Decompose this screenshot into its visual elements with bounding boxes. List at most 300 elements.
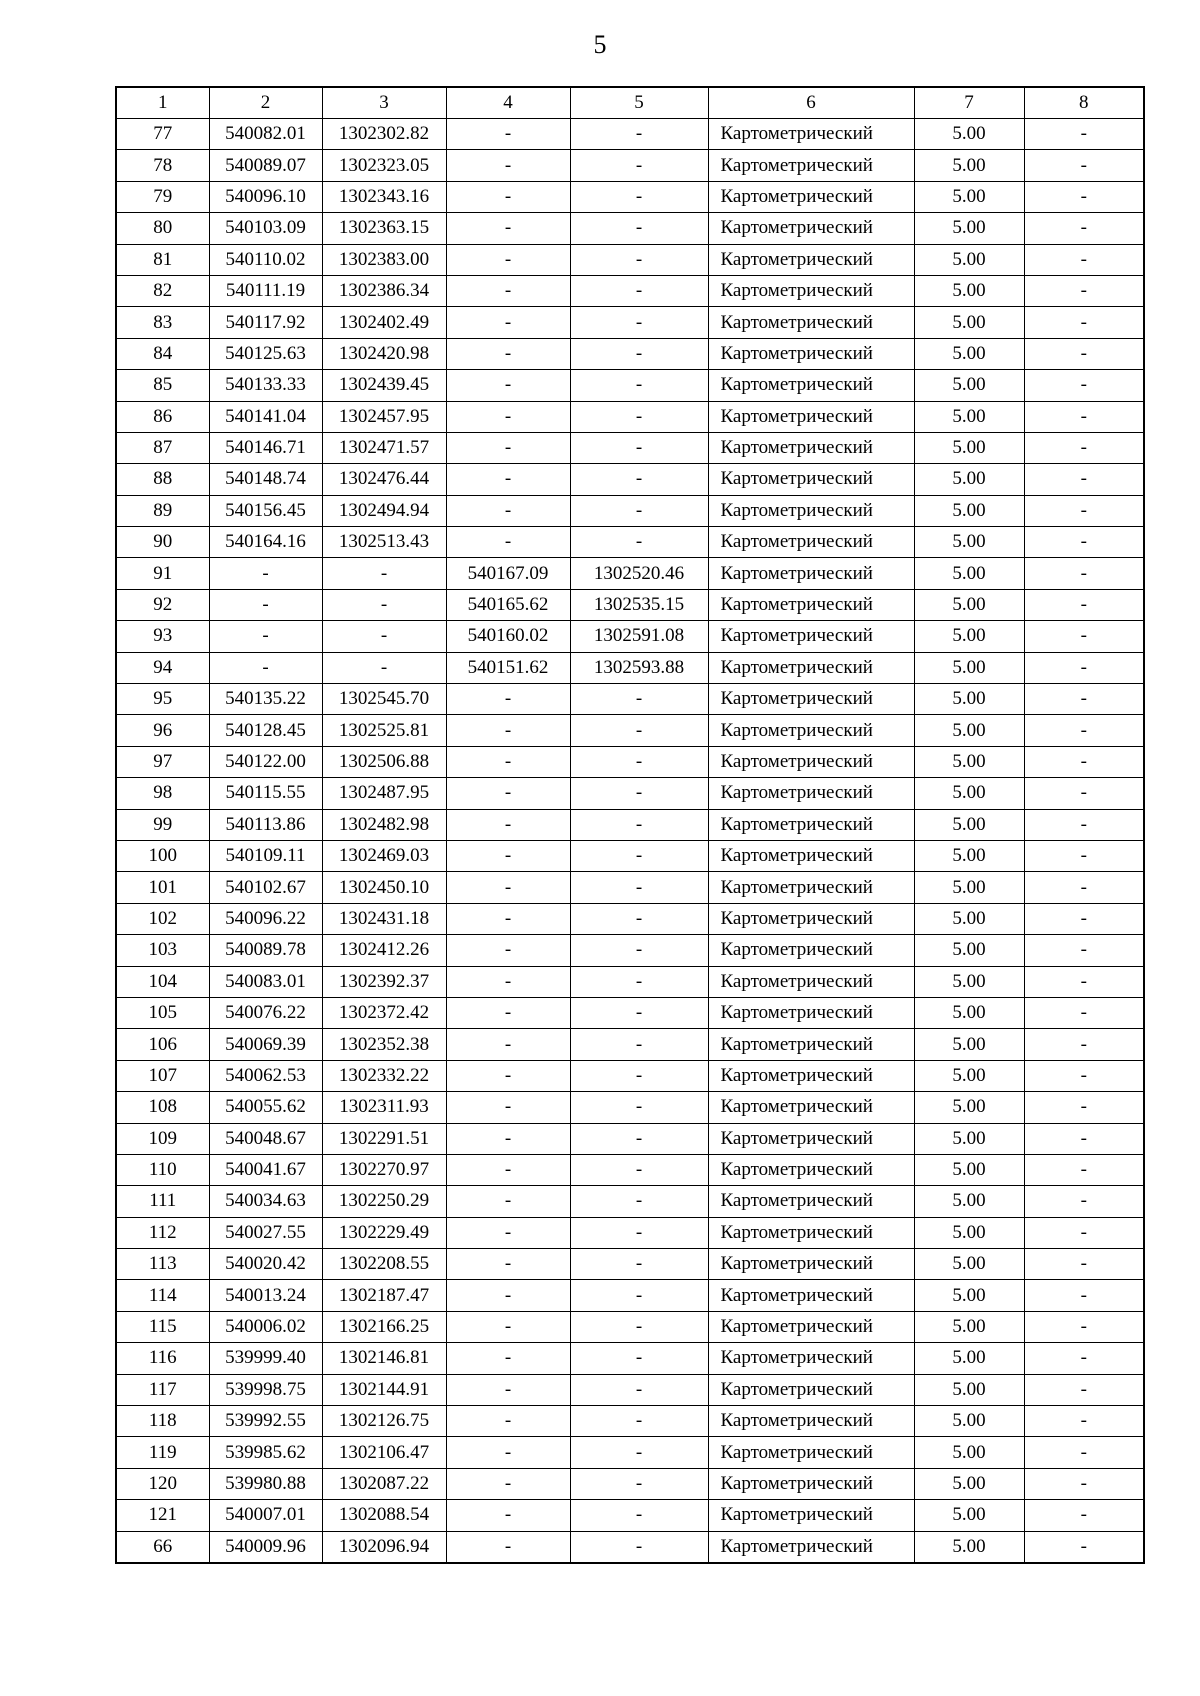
x2-coord-cell: - xyxy=(446,1531,570,1563)
table-row xyxy=(116,1437,1144,1468)
table-row xyxy=(116,746,1144,777)
y2-coord-cell: - xyxy=(570,307,708,338)
accuracy-cell: 5.00 xyxy=(914,1123,1024,1154)
y2-coord-cell: - xyxy=(570,495,708,526)
accuracy-cell: 5.00 xyxy=(914,1531,1024,1563)
note-cell: - xyxy=(1024,1374,1144,1405)
accuracy-cell: 5.00 xyxy=(914,1092,1024,1123)
y2-coord-cell: - xyxy=(570,119,708,150)
note-cell: - xyxy=(1024,872,1144,903)
y-coord-cell: 1302412.26 xyxy=(322,935,446,966)
y-coord-cell: 1302402.49 xyxy=(322,307,446,338)
x2-coord-cell: - xyxy=(446,1468,570,1499)
method-cell: Картометрический xyxy=(708,1249,914,1280)
accuracy-cell: 5.00 xyxy=(914,1437,1024,1468)
y-coord-cell: 1302457.95 xyxy=(322,401,446,432)
x2-coord-cell: 540151.62 xyxy=(446,652,570,683)
accuracy-cell: 5.00 xyxy=(914,307,1024,338)
y2-coord-cell: - xyxy=(570,715,708,746)
x2-coord-cell: - xyxy=(446,1060,570,1091)
method-cell: Картометрический xyxy=(708,935,914,966)
note-cell: - xyxy=(1024,652,1144,683)
table-row xyxy=(116,966,1144,997)
x-coord-cell: 540027.55 xyxy=(209,1217,322,1248)
y-coord-cell: 1302166.25 xyxy=(322,1311,446,1342)
accuracy-cell: 5.00 xyxy=(914,903,1024,934)
y-coord-cell: 1302392.37 xyxy=(322,966,446,997)
table-row xyxy=(116,1343,1144,1374)
x2-coord-cell: - xyxy=(446,338,570,369)
note-cell: - xyxy=(1024,527,1144,558)
accuracy-cell: 5.00 xyxy=(914,652,1024,683)
note-cell: - xyxy=(1024,935,1144,966)
x2-coord-cell: - xyxy=(446,275,570,306)
x-coord-cell: 540069.39 xyxy=(209,1029,322,1060)
point-number-cell: 116 xyxy=(116,1343,209,1374)
point-number-cell: 104 xyxy=(116,966,209,997)
method-cell: Картометрический xyxy=(708,1123,914,1154)
y-coord-cell: 1302450.10 xyxy=(322,872,446,903)
x2-coord-cell: - xyxy=(446,1186,570,1217)
point-number-cell: 83 xyxy=(116,307,209,338)
y-coord-cell: 1302106.47 xyxy=(322,1437,446,1468)
point-number-cell: 106 xyxy=(116,1029,209,1060)
y-coord-cell: - xyxy=(322,558,446,589)
y2-coord-cell: - xyxy=(570,181,708,212)
table-row xyxy=(116,809,1144,840)
table-row xyxy=(116,307,1144,338)
method-cell: Картометрический xyxy=(708,1468,914,1499)
point-number-cell: 82 xyxy=(116,275,209,306)
y-coord-cell: 1302270.97 xyxy=(322,1154,446,1185)
note-cell: - xyxy=(1024,1123,1144,1154)
point-number-cell: 114 xyxy=(116,1280,209,1311)
accuracy-cell: 5.00 xyxy=(914,370,1024,401)
accuracy-cell: 5.00 xyxy=(914,338,1024,369)
y-coord-cell: 1302323.05 xyxy=(322,150,446,181)
y2-coord-cell: - xyxy=(570,1217,708,1248)
y2-coord-cell: - xyxy=(570,872,708,903)
x2-coord-cell: - xyxy=(446,1500,570,1531)
accuracy-cell: 5.00 xyxy=(914,401,1024,432)
note-cell: - xyxy=(1024,621,1144,652)
method-cell: Картометрический xyxy=(708,872,914,903)
x2-coord-cell: - xyxy=(446,401,570,432)
method-cell: Картометрический xyxy=(708,589,914,620)
x2-coord-cell: - xyxy=(446,778,570,809)
note-cell: - xyxy=(1024,1468,1144,1499)
y2-coord-cell: - xyxy=(570,1280,708,1311)
accuracy-cell: 5.00 xyxy=(914,1406,1024,1437)
point-number-cell: 91 xyxy=(116,558,209,589)
method-cell: Картометрический xyxy=(708,997,914,1028)
x-coord-cell: 540007.01 xyxy=(209,1500,322,1531)
point-number-cell: 86 xyxy=(116,401,209,432)
x2-coord-cell: - xyxy=(446,1217,570,1248)
y2-coord-cell: - xyxy=(570,432,708,463)
note-cell: - xyxy=(1024,307,1144,338)
y-coord-cell: - xyxy=(322,589,446,620)
x-coord-cell: 539992.55 xyxy=(209,1406,322,1437)
y2-coord-cell: 1302535.15 xyxy=(570,589,708,620)
y-coord-cell: 1302343.16 xyxy=(322,181,446,212)
y-coord-cell: 1302476.44 xyxy=(322,464,446,495)
note-cell: - xyxy=(1024,1029,1144,1060)
column-header-6: 6 xyxy=(708,87,914,119)
note-cell: - xyxy=(1024,213,1144,244)
point-number-cell: 118 xyxy=(116,1406,209,1437)
y2-coord-cell: - xyxy=(570,1186,708,1217)
table-row xyxy=(116,181,1144,212)
note-cell: - xyxy=(1024,495,1144,526)
method-cell: Картометрический xyxy=(708,181,914,212)
point-number-cell: 102 xyxy=(116,903,209,934)
y2-coord-cell: - xyxy=(570,1406,708,1437)
point-number-cell: 79 xyxy=(116,181,209,212)
x-coord-cell: 540009.96 xyxy=(209,1531,322,1563)
accuracy-cell: 5.00 xyxy=(914,589,1024,620)
table-row xyxy=(116,338,1144,369)
accuracy-cell: 5.00 xyxy=(914,275,1024,306)
table-row xyxy=(116,715,1144,746)
point-number-cell: 112 xyxy=(116,1217,209,1248)
table-row xyxy=(116,558,1144,589)
y-coord-cell: 1302250.29 xyxy=(322,1186,446,1217)
method-cell: Картометрический xyxy=(708,370,914,401)
y-coord-cell: 1302383.00 xyxy=(322,244,446,275)
method-cell: Картометрический xyxy=(708,1186,914,1217)
note-cell: - xyxy=(1024,684,1144,715)
method-cell: Картометрический xyxy=(708,1280,914,1311)
x-coord-cell: 540128.45 xyxy=(209,715,322,746)
note-cell: - xyxy=(1024,432,1144,463)
x2-coord-cell: - xyxy=(446,840,570,871)
x2-coord-cell: - xyxy=(446,1437,570,1468)
note-cell: - xyxy=(1024,997,1144,1028)
accuracy-cell: 5.00 xyxy=(914,1311,1024,1342)
y2-coord-cell: - xyxy=(570,809,708,840)
x-coord-cell: 540103.09 xyxy=(209,213,322,244)
x2-coord-cell: 540165.62 xyxy=(446,589,570,620)
x-coord-cell: 540146.71 xyxy=(209,432,322,463)
page-number: 5 xyxy=(593,30,607,59)
point-number-cell: 109 xyxy=(116,1123,209,1154)
method-cell: Картометрический xyxy=(708,401,914,432)
y2-coord-cell: - xyxy=(570,1500,708,1531)
column-header-3: 3 xyxy=(322,87,446,119)
x2-coord-cell: - xyxy=(446,809,570,840)
y2-coord-cell: - xyxy=(570,903,708,934)
note-cell: - xyxy=(1024,244,1144,275)
y-coord-cell: 1302420.98 xyxy=(322,338,446,369)
x2-coord-cell: - xyxy=(446,1406,570,1437)
y2-coord-cell: - xyxy=(570,527,708,558)
y2-coord-cell: - xyxy=(570,1123,708,1154)
method-cell: Картометрический xyxy=(708,778,914,809)
point-number-cell: 97 xyxy=(116,746,209,777)
x2-coord-cell: - xyxy=(446,746,570,777)
table-row xyxy=(116,589,1144,620)
note-cell: - xyxy=(1024,1437,1144,1468)
column-header-4: 4 xyxy=(446,87,570,119)
accuracy-cell: 5.00 xyxy=(914,495,1024,526)
x2-coord-cell: - xyxy=(446,1280,570,1311)
note-cell: - xyxy=(1024,1154,1144,1185)
x-coord-cell: 540110.02 xyxy=(209,244,322,275)
method-cell: Картометрический xyxy=(708,558,914,589)
point-number-cell: 81 xyxy=(116,244,209,275)
y2-coord-cell: - xyxy=(570,935,708,966)
x2-coord-cell: - xyxy=(446,1029,570,1060)
method-cell: Картометрический xyxy=(708,1092,914,1123)
y-coord-cell: - xyxy=(322,652,446,683)
table-row xyxy=(116,213,1144,244)
y2-coord-cell: - xyxy=(570,840,708,871)
x2-coord-cell: 540160.02 xyxy=(446,621,570,652)
note-cell: - xyxy=(1024,589,1144,620)
y-coord-cell: 1302144.91 xyxy=(322,1374,446,1405)
x-coord-cell: 540156.45 xyxy=(209,495,322,526)
note-cell: - xyxy=(1024,1060,1144,1091)
table-row xyxy=(116,1500,1144,1531)
accuracy-cell: 5.00 xyxy=(914,558,1024,589)
x-coord-cell: 539998.75 xyxy=(209,1374,322,1405)
y2-coord-cell: - xyxy=(570,1029,708,1060)
point-number-cell: 78 xyxy=(116,150,209,181)
accuracy-cell: 5.00 xyxy=(914,119,1024,150)
table-row xyxy=(116,244,1144,275)
method-cell: Картометрический xyxy=(708,244,914,275)
y-coord-cell: 1302087.22 xyxy=(322,1468,446,1499)
table-row xyxy=(116,275,1144,306)
y2-coord-cell: - xyxy=(570,746,708,777)
method-cell: Картометрический xyxy=(708,1343,914,1374)
x2-coord-cell: - xyxy=(446,1343,570,1374)
accuracy-cell: 5.00 xyxy=(914,1374,1024,1405)
accuracy-cell: 5.00 xyxy=(914,244,1024,275)
accuracy-cell: 5.00 xyxy=(914,1343,1024,1374)
x-coord-cell: 540089.78 xyxy=(209,935,322,966)
method-cell: Картометрический xyxy=(708,1154,914,1185)
x2-coord-cell: - xyxy=(446,495,570,526)
x2-coord-cell: - xyxy=(446,1123,570,1154)
x-coord-cell: 539999.40 xyxy=(209,1343,322,1374)
x2-coord-cell: - xyxy=(446,464,570,495)
table-row xyxy=(116,1249,1144,1280)
accuracy-cell: 5.00 xyxy=(914,809,1024,840)
point-number-cell: 119 xyxy=(116,1437,209,1468)
method-cell: Картометрический xyxy=(708,715,914,746)
note-cell: - xyxy=(1024,1217,1144,1248)
accuracy-cell: 5.00 xyxy=(914,840,1024,871)
y-coord-cell: 1302187.47 xyxy=(322,1280,446,1311)
note-cell: - xyxy=(1024,119,1144,150)
note-cell: - xyxy=(1024,1249,1144,1280)
accuracy-cell: 5.00 xyxy=(914,432,1024,463)
note-cell: - xyxy=(1024,1343,1144,1374)
method-cell: Картометрический xyxy=(708,684,914,715)
y2-coord-cell: - xyxy=(570,1249,708,1280)
method-cell: Картометрический xyxy=(708,527,914,558)
y2-coord-cell: - xyxy=(570,370,708,401)
method-cell: Картометрический xyxy=(708,1374,914,1405)
y2-coord-cell: - xyxy=(570,966,708,997)
coordinates-table xyxy=(115,86,1145,1564)
y-coord-cell: 1302363.15 xyxy=(322,213,446,244)
point-number-cell: 101 xyxy=(116,872,209,903)
y-coord-cell: 1302487.95 xyxy=(322,778,446,809)
accuracy-cell: 5.00 xyxy=(914,872,1024,903)
table-row xyxy=(116,1092,1144,1123)
point-number-cell: 80 xyxy=(116,213,209,244)
x-coord-cell: 540135.22 xyxy=(209,684,322,715)
table-row xyxy=(116,1060,1144,1091)
table-row xyxy=(116,1186,1144,1217)
point-number-cell: 87 xyxy=(116,432,209,463)
y2-coord-cell: - xyxy=(570,1437,708,1468)
table-row xyxy=(116,464,1144,495)
point-number-cell: 110 xyxy=(116,1154,209,1185)
x2-coord-cell: - xyxy=(446,715,570,746)
y-coord-cell: 1302469.03 xyxy=(322,840,446,871)
accuracy-cell: 5.00 xyxy=(914,1186,1024,1217)
table-row xyxy=(116,1311,1144,1342)
x-coord-cell: 540115.55 xyxy=(209,778,322,809)
y2-coord-cell: - xyxy=(570,1531,708,1563)
y2-coord-cell: - xyxy=(570,244,708,275)
table-row xyxy=(116,903,1144,934)
y2-coord-cell: - xyxy=(570,338,708,369)
note-cell: - xyxy=(1024,1500,1144,1531)
x2-coord-cell: - xyxy=(446,1154,570,1185)
note-cell: - xyxy=(1024,401,1144,432)
y-coord-cell: 1302291.51 xyxy=(322,1123,446,1154)
note-cell: - xyxy=(1024,1311,1144,1342)
accuracy-cell: 5.00 xyxy=(914,997,1024,1028)
x-coord-cell: 540111.19 xyxy=(209,275,322,306)
table-header-row xyxy=(116,87,1144,119)
method-cell: Картометрический xyxy=(708,307,914,338)
y2-coord-cell: - xyxy=(570,1060,708,1091)
y-coord-cell: 1302506.88 xyxy=(322,746,446,777)
point-number-cell: 88 xyxy=(116,464,209,495)
point-number-cell: 95 xyxy=(116,684,209,715)
method-cell: Картометрический xyxy=(708,1060,914,1091)
x2-coord-cell: - xyxy=(446,1249,570,1280)
method-cell: Картометрический xyxy=(708,840,914,871)
method-cell: Картометрический xyxy=(708,119,914,150)
x-coord-cell: 540034.63 xyxy=(209,1186,322,1217)
x-coord-cell: 540164.16 xyxy=(209,527,322,558)
column-header-1: 1 xyxy=(116,87,209,119)
note-cell: - xyxy=(1024,746,1144,777)
y2-coord-cell: - xyxy=(570,401,708,432)
x-coord-cell: 540013.24 xyxy=(209,1280,322,1311)
point-number-cell: 108 xyxy=(116,1092,209,1123)
accuracy-cell: 5.00 xyxy=(914,181,1024,212)
column-header-2: 2 xyxy=(209,87,322,119)
y-coord-cell: 1302352.38 xyxy=(322,1029,446,1060)
accuracy-cell: 5.00 xyxy=(914,1468,1024,1499)
table-row xyxy=(116,684,1144,715)
point-number-cell: 92 xyxy=(116,589,209,620)
y-coord-cell: 1302545.70 xyxy=(322,684,446,715)
accuracy-cell: 5.00 xyxy=(914,966,1024,997)
y2-coord-cell: 1302591.08 xyxy=(570,621,708,652)
x2-coord-cell: - xyxy=(446,370,570,401)
point-number-cell: 66 xyxy=(116,1531,209,1563)
x2-coord-cell: - xyxy=(446,935,570,966)
y-coord-cell: 1302372.42 xyxy=(322,997,446,1028)
x2-coord-cell: - xyxy=(446,244,570,275)
y-coord-cell: 1302126.75 xyxy=(322,1406,446,1437)
point-number-cell: 111 xyxy=(116,1186,209,1217)
y-coord-cell: 1302494.94 xyxy=(322,495,446,526)
point-number-cell: 89 xyxy=(116,495,209,526)
note-cell: - xyxy=(1024,840,1144,871)
accuracy-cell: 5.00 xyxy=(914,527,1024,558)
y-coord-cell: 1302088.54 xyxy=(322,1500,446,1531)
table-row xyxy=(116,652,1144,683)
note-cell: - xyxy=(1024,558,1144,589)
x-coord-cell: 540076.22 xyxy=(209,997,322,1028)
method-cell: Картометрический xyxy=(708,1311,914,1342)
method-cell: Картометрический xyxy=(708,621,914,652)
note-cell: - xyxy=(1024,715,1144,746)
point-number-cell: 99 xyxy=(116,809,209,840)
table-row xyxy=(116,778,1144,809)
y-coord-cell: 1302229.49 xyxy=(322,1217,446,1248)
column-header-8: 8 xyxy=(1024,87,1144,119)
accuracy-cell: 5.00 xyxy=(914,1217,1024,1248)
note-cell: - xyxy=(1024,150,1144,181)
y2-coord-cell: - xyxy=(570,1092,708,1123)
x-coord-cell: 540096.10 xyxy=(209,181,322,212)
table-row xyxy=(116,1123,1144,1154)
y-coord-cell: 1302302.82 xyxy=(322,119,446,150)
x-coord-cell: 540109.11 xyxy=(209,840,322,871)
point-number-cell: 77 xyxy=(116,119,209,150)
note-cell: - xyxy=(1024,778,1144,809)
accuracy-cell: 5.00 xyxy=(914,935,1024,966)
table-row xyxy=(116,997,1144,1028)
y-coord-cell: 1302439.45 xyxy=(322,370,446,401)
x2-coord-cell: - xyxy=(446,1092,570,1123)
point-number-cell: 103 xyxy=(116,935,209,966)
x-coord-cell: 539985.62 xyxy=(209,1437,322,1468)
x-coord-cell: - xyxy=(209,621,322,652)
table-row xyxy=(116,840,1144,871)
note-cell: - xyxy=(1024,1092,1144,1123)
method-cell: Картометрический xyxy=(708,903,914,934)
y2-coord-cell: - xyxy=(570,464,708,495)
note-cell: - xyxy=(1024,1406,1144,1437)
table-row xyxy=(116,401,1144,432)
x-coord-cell: 540020.42 xyxy=(209,1249,322,1280)
x2-coord-cell: - xyxy=(446,150,570,181)
method-cell: Картометрический xyxy=(708,1029,914,1060)
method-cell: Картометрический xyxy=(708,652,914,683)
x2-coord-cell: 540167.09 xyxy=(446,558,570,589)
column-header-7: 7 xyxy=(914,87,1024,119)
note-cell: - xyxy=(1024,903,1144,934)
table-row xyxy=(116,119,1144,150)
accuracy-cell: 5.00 xyxy=(914,1500,1024,1531)
x2-coord-cell: - xyxy=(446,432,570,463)
x-coord-cell: - xyxy=(209,589,322,620)
x-coord-cell: 540048.67 xyxy=(209,1123,322,1154)
accuracy-cell: 5.00 xyxy=(914,1154,1024,1185)
